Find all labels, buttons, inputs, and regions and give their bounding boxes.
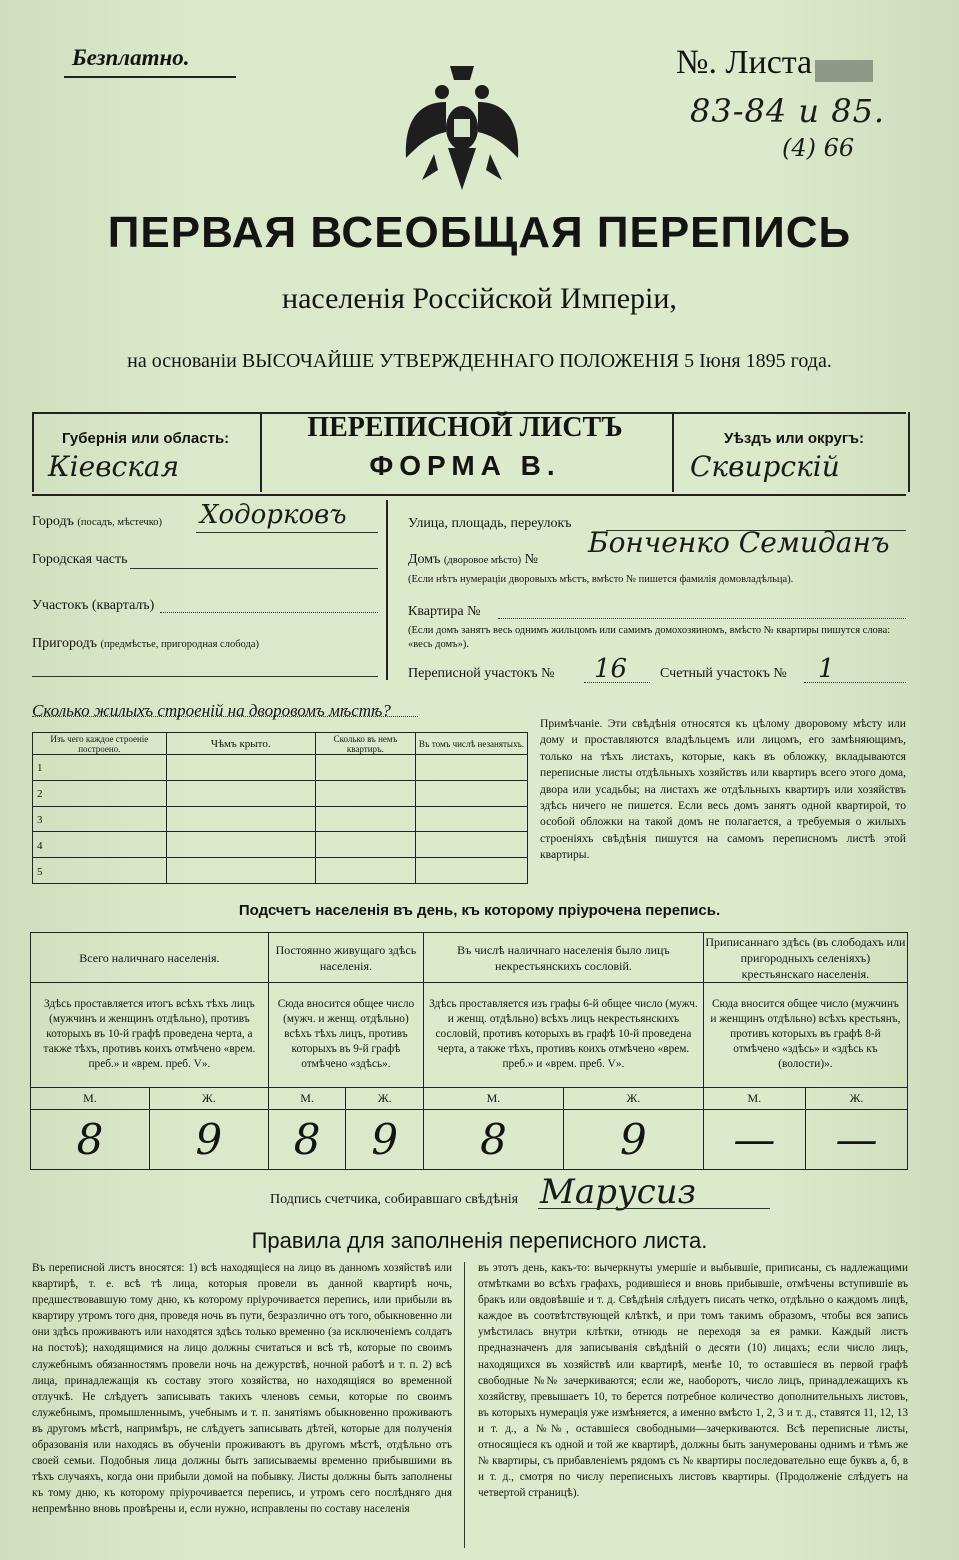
rules-column-left: Въ переписной листъ вносятся: 1) всѣ находящіеся на лицо въ данномъ хозяйствѣ или квартирѣ, т. е. всѣ тѣ лица, которыя провели въ данной квартирѣ ночь, предшествовавшую тому дню, къ которому пріурочивается перепись, или прибыли въ квартиру утромъ того дня, проведя ночь въ пути, безразлично отъ того, обыкновенно ли они здѣсь проживаютъ или находятся здѣсь только временно (за исключеніемъ солдатъ на постоѣ); находящимися на лицо должны считаться и всѣ тѣ, которые по своимъ служебнымъ обязанностямъ провели ночь на дежурствѣ, ночной работѣ и т. п. 2) всѣ лица, принадлежащія къ составу этого хозяйства, но находящіяся во временной отлучкѣ. Не слѣдуетъ записывать такихъ членовъ семьи, которые по своимъ служебнымъ, промышленнымъ, учебнымъ и т. п. занятіямъ обыкновенно проживаютъ въ другомъ мѣстѣ, напримѣръ, не слѣдуетъ записывать дѣтей, которые для полученія образованія или находясь въ обученіи проживаютъ въ другомъ мѣстѣ, отдѣльно отъ своей семьи. Подобныя лица должны быть записываемы временно прибывшими въ тѣхъ случаяхъ, когда они прибыли домой на побывку. Листы должны быть заполнены къ тому дню, къ которому пріурочивается перепись, и утромъ сего послѣдняго дня непремѣнно вновь провѣрены и, если нужно, исправлены по составу населенія xyxy=(32,1262,453,1516)
counting-precinct-value: 1 xyxy=(818,654,835,684)
province-box xyxy=(32,412,262,492)
street-field: Улица, площадь, переулокъ xyxy=(408,516,572,531)
district-box xyxy=(672,412,910,492)
house-value: Бонченко Семиданъ xyxy=(588,526,890,559)
sheet-number-label: №. Листа xyxy=(676,44,813,81)
subtitle: населенія Россійской Имперіи, xyxy=(282,282,677,315)
district-value: Сквирскій xyxy=(690,450,840,483)
sheet-number-handwritten: 83-84 и 85. xyxy=(690,92,886,130)
main-title: ПЕРВАЯ ВСЕОБЩАЯ ПЕРЕПИСЬ xyxy=(107,208,852,257)
col-m: М. xyxy=(747,1090,762,1105)
permanent-female: 9 xyxy=(371,1114,399,1164)
province-value: Кіевская xyxy=(48,450,180,483)
form-letter: ФОРМА В. xyxy=(369,450,561,481)
col-header-material: Изъ чего каждое строеніе построено. xyxy=(50,733,149,754)
apartment-field: Квартира № xyxy=(408,604,481,619)
desc-non-peasant: Здѣсь проставляется изъ графы 6-й общее число (мужч. и женщ. отдѣльно) всѣхъ лицъ некрестьянскихъ сословій, противъ которыхъ въ графѣ 10-й проведена черта, а также тѣхъ, противъ коихъ отмѣчено «врем. преб.» и «врем. преб. V». xyxy=(429,998,698,1071)
legal-basis: на основаніи ВЫСОЧАЙШЕ УТВЕРЖДЕННАГО ПОЛОЖЕНІЯ 5 Іюня 1895 года. xyxy=(127,350,832,372)
apartment-footnote: (Если домъ занятъ весь однимъ жильцомъ или самимъ домохозяиномъ, вмѣсто № квартиры пишутся слова: «весь домъ»). xyxy=(408,625,891,650)
desc-registered: Сюда вносится общее число (мужчинъ и женщинъ отдѣльно) всѣхъ крестьянъ, противъ которыхъ въ графѣ 8-й отмѣчено «здѣсь» и «здѣсь къ (волости)». xyxy=(710,998,901,1071)
district-label: Уѣздъ или округъ: xyxy=(724,430,865,447)
header-non-peasant: Въ числѣ наличнаго населенія было лицъ некрестьянскихъ сословій. xyxy=(457,942,670,973)
house-field: Домъ (дворовое мѣсто) № xyxy=(408,552,538,567)
buildings-question: Сколько жилыхъ строеній на дворовомъ мѣстѣ? xyxy=(32,701,391,720)
header-permanent: Постоянно живущаго здѣсь населенія. xyxy=(275,942,417,973)
enumerator-signature: Марусиз xyxy=(540,1172,697,1212)
table-row: 1 xyxy=(33,755,167,781)
desc-present: Здѣсь проставляется итогъ всѣхъ тѣхъ лицъ (мужчинъ и женщинъ отдѣльно), противъ которыхъ въ 10-й графѣ проведена черта, а также тѣхъ, противъ коихъ отмѣчено «врем. преб.» и «врем. преб. V». xyxy=(43,998,256,1071)
precinct-field: Участокъ (кварталъ) xyxy=(32,598,155,613)
table-row: 5 xyxy=(33,858,167,884)
buildings-note: Примѣчаніе. Эти свѣдѣнія относятся къ цѣлому дворовому мѣсту или дому и проставляются владѣльцемъ или лицомъ, его замѣняющимъ, только на тѣхъ листахъ, которые, какъ въ обложку, вкладываются переписные листы отдѣльныхъ хозяйствъ или квартиръ всего этого дома, двора или усадьбы; на листахъ же отдѣльныхъ квартиръ или хозяйствъ здѣсь ничего не пишется. Если весь домъ занятъ одной квартирой, то особой обложки на такой домъ не полагается, а требуемыя о жилыхъ строеніяхъ свѣдѣнія пишутся на самомъ переписномъ листѣ этой квартиры. xyxy=(540,717,906,862)
population-table xyxy=(30,932,908,1170)
count-title: Подсчетъ населенія въ день, къ которому пріурочена перепись. xyxy=(238,902,721,919)
header-registered: Приписаннаго здѣсь (въ слободахъ или пригородныхъ селеніяхъ) крестьянскаго населенія. xyxy=(705,934,906,981)
registered-female: — xyxy=(835,1114,878,1164)
registered-male: — xyxy=(733,1114,776,1164)
col-m: М. xyxy=(83,1090,97,1105)
house-footnote: (Если нѣтъ нумераціи дворовыхъ мѣстъ, вмѣсто № пишется фамилія домовладѣльца). xyxy=(408,574,794,585)
present-female: 9 xyxy=(195,1114,223,1164)
permanent-male: 8 xyxy=(293,1114,321,1164)
col-m: М. xyxy=(300,1090,314,1105)
col-m: М. xyxy=(486,1090,501,1105)
free-underline xyxy=(64,76,236,78)
suburb-field: Пригородъ (предмѣстье, пригородная слобода) xyxy=(32,636,259,651)
city-field: Городъ (посадъ, мѣстечко) xyxy=(32,514,163,529)
rules-column-right: въ этотъ день, какъ-то: вычеркнуты умершіе и выбывшіе, приписаны, съ надлежащими отмѣтками во всѣхъ графахъ, родившіеся и вновь прибывшіе, отмѣчены вступившіе въ бракъ или овдовѣвшіе и т. д. Свѣдѣнія слѣдуетъ писать четко, отдѣльно о каждомъ лицѣ, каждое въ соотвѣтствующей клѣткѣ, и при томъ такимъ образомъ, чтобы вся запись умѣстилась внутри клѣтки, отнюдь не переходя за ея рамки. Каждый листъ предназначенъ для записыванія свѣдѣній о десяти (10) лицахъ; если число лицъ, находящихся въ хозяйствѣ или квартирѣ, менѣе 10, то оставшіеся въ первой графѣ свободные №№ зачеркиваются; если же, наоборотъ, число лицъ, принадлежащихъ къ хозяйству, превышаетъ 10, то берется потребное количество дополнительныхъ листовъ, въ которыхъ нумерація уже измѣняется, а именно вмѣсто 1, 2, 3 и т. д., ставятся 11, 12, 13 и т. д., а №№, оставшіеся свободными—зачеркиваются. Всѣ переписные листы, относящіеся къ одной и той же квартирѣ, должны быть занумерованы однимъ и тѣмъ же № квартиры, съ прибавленіемъ рядомъ съ № квартиры последовательно еще буквъ а, б, в и т. д., смотря по числу переписныхъ листовъ квартиры. (Продолженіе слѣдуетъ на четвертой страницѣ). xyxy=(478,1262,908,1500)
free-label: Безплатно. xyxy=(72,45,190,70)
table-row: 4 xyxy=(33,832,167,858)
imperial-eagle-emblem xyxy=(398,62,526,202)
sheet-number-handwritten-2: (4) 66 xyxy=(782,134,855,162)
non-peasant-male: 8 xyxy=(480,1114,507,1164)
col-header-apartments: Сколько въ немъ квартиръ. xyxy=(333,733,398,754)
col-header-uninhabited: Въ томъ числѣ незанятыхъ. xyxy=(418,738,525,749)
sheet-title: ПЕРЕПИСНОЙ ЛИСТЪ xyxy=(307,412,623,443)
desc-permanent: Сюда вносится общее число (мужч. и женщ. отдѣльно) всѣхъ тѣхъ лицъ, противъ которыхъ въ 9-й графѣ отмѣчено «здѣсь». xyxy=(277,998,415,1071)
census-precinct-field: Переписной участокъ № xyxy=(408,666,555,681)
col-header-roof: Чѣмъ крыто. xyxy=(210,737,271,750)
sheet-number-stamp xyxy=(815,60,873,82)
col-f: Ж. xyxy=(849,1090,864,1105)
col-f: Ж. xyxy=(201,1090,216,1105)
address-divider xyxy=(386,500,388,680)
present-male: 8 xyxy=(76,1114,104,1164)
rules-divider xyxy=(464,1262,465,1548)
census-precinct-value: 16 xyxy=(594,654,628,684)
enumerator-signature-label: Подпись счетчика, собиравшаго свѣдѣнія xyxy=(270,1192,519,1207)
province-label: Губернія или область: xyxy=(62,430,230,447)
city-value: Ходорковъ xyxy=(200,500,347,530)
city-part-field: Городская часть xyxy=(32,552,128,567)
rules-title: Правила для заполненія переписного листа. xyxy=(251,1228,708,1253)
col-f: Ж. xyxy=(626,1090,641,1105)
table-row: 2 xyxy=(33,780,167,806)
buildings-table xyxy=(32,732,528,884)
non-peasant-female: 9 xyxy=(620,1114,647,1164)
table-row: 3 xyxy=(33,806,167,832)
counting-precinct-field: Счетный участокъ № xyxy=(660,666,787,681)
col-f: Ж. xyxy=(377,1090,392,1105)
header-present: Всего наличнаго населенія. xyxy=(79,950,220,965)
